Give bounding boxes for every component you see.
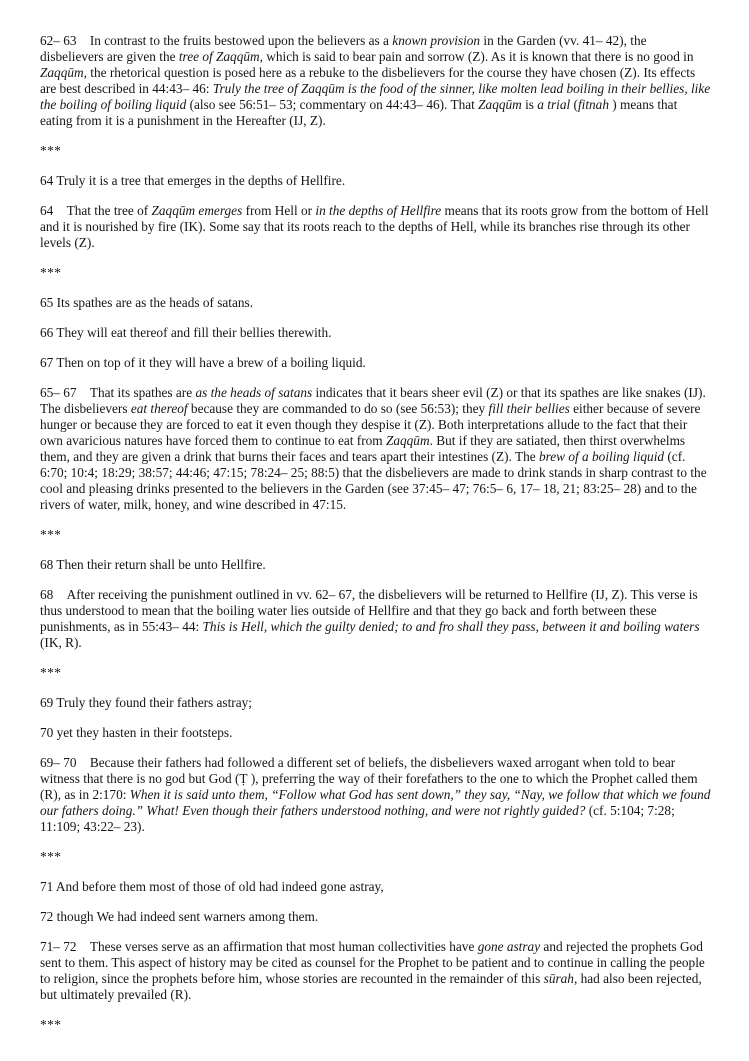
text-run: . But if they are satiated, then thirst overwhelms them, and they are given a drink that burns their faces and tears apart their intestines (Z). The (40, 433, 686, 464)
italic-text-run: gone astray (477, 939, 541, 954)
text-run: 71– 72 These verses serve as an affirmation that most human collectivities have (40, 939, 478, 954)
text-run: indicates that it bears sheer evil (Z) or that its spathes are like snakes (IJ). The disbelievers (40, 385, 706, 416)
text-run: 72 though We had indeed sent warners among them. (40, 909, 319, 924)
text-run: (also see 56:51– 53; commentary on 44:43– 46). That (186, 97, 479, 112)
text-run: 62– 63 In contrast to the fruits bestowed upon the believers as a (40, 33, 393, 48)
text-run: either because of severe hunger or because they are forced to eat it even though they despise it (Z). Both interpretations allude to the fact that their own avaricious natures have forced them to continue to eat from (40, 401, 701, 448)
text-run: 71 And before them most of those of old had indeed gone astray, (40, 879, 384, 894)
text-run: which is said to bear pain and sorrow (Z). As it is known that there is no good in (262, 49, 694, 64)
verse-line-67 (40, 355, 713, 371)
page-content (40, 33, 713, 1033)
section-separator: *** (40, 665, 62, 680)
italic-text-run: When it is said unto them, “Follow what God has sent down,” they say, “Nay, we follow that which we found our fathers doing.” What! Even though their fathers understood nothing, and were not rightly guided? (40, 787, 711, 818)
italic-text-run: brew of a boiling liquid (538, 449, 665, 464)
italic-text-run: Zaqqūm emerges (151, 203, 243, 218)
text-run: 68 After receiving the punishment outlined in vv. 62– 67, the disbelievers will be returned to Hellfire (IJ, Z). This verse is thus understood to mean that the boiling water lies outside of Hellfire and that they go back and forth between these punishments, as in 55:43– 44: (40, 587, 698, 634)
verse-line-68 (40, 557, 713, 573)
section-separator: *** (40, 527, 62, 542)
italic-text-run: fitnah (577, 97, 609, 112)
text-run: 70 yet they hasten in their footsteps. (40, 725, 233, 740)
commentary-paragraph-71-72 (40, 939, 713, 1003)
text-run: had also been rejected, but ultimately prevailed (R). (40, 971, 702, 1002)
text-run: 67 Then on top of it they will have a brew of a boiling liquid. (40, 355, 366, 370)
section-separator: *** (40, 849, 62, 864)
italic-text-run: known provision (392, 33, 481, 48)
italic-text-run: Zaqqūm, (40, 65, 87, 80)
text-run: 66 They will eat thereof and fill their bellies therewith. (40, 325, 332, 340)
text-run: means that its roots grow from the bottom of Hell and it is nourished by fire (IK). Some say that its roots reach to the depths of Hell, while its branches rise through its other levels (Z). (40, 203, 709, 250)
italic-text-run: fill their bellies (488, 401, 570, 416)
verse-line-69 (40, 695, 713, 711)
verse-line-64 (40, 173, 713, 189)
italic-text-run: Zaqqūm (385, 433, 430, 448)
italic-text-run: tree of Zaqqūm, (178, 49, 263, 64)
text-run: ( (570, 97, 578, 112)
text-run: (IK, R). (40, 635, 82, 650)
verse-line-71 (40, 879, 713, 895)
verse-line-65 (40, 295, 713, 311)
text-run: and rejected the prophets God sent to them. This aspect of history may be cited as counsel for the Prophet to be patient and to continue in calling the people to religion, since the prophets before him, whose stories are recounted in the remainder of this (40, 939, 705, 986)
text-run: ) means that eating from it is a punishment in the Hereafter (IJ, Z). (40, 97, 678, 128)
text-run: (cf. 5:104; 7:28; 11:109; 43:22– 23). (40, 803, 675, 834)
italic-text-run: in the depths of Hellfire (315, 203, 442, 218)
commentary-paragraph-65-67 (40, 385, 713, 513)
verse-line-70 (40, 725, 713, 741)
text-run: in the Garden (vv. 41– 42), the disbelievers are given the (40, 33, 647, 64)
commentary-paragraph-69-70 (40, 755, 713, 835)
text-run: because they are commanded to do so (see 56:53); they (187, 401, 489, 416)
text-run: 69 Truly they found their fathers astray; (40, 695, 252, 710)
italic-text-run: sūrah, (543, 971, 578, 986)
commentary-paragraph-64 (40, 203, 713, 251)
text-run: is (521, 97, 538, 112)
italic-text-run: as the heads of satans (195, 385, 313, 400)
text-run: from Hell or (242, 203, 316, 218)
italic-text-run: eat thereof (130, 401, 188, 416)
italic-text-run: Zaqqūm (478, 97, 522, 112)
text-run: 64 Truly it is a tree that emerges in the depths of Hellfire. (40, 173, 346, 188)
verse-line-66 (40, 325, 713, 341)
text-run: 68 Then their return shall be unto Hellfire. (40, 557, 266, 572)
text-run: the rhetorical question is posed here as a rebuke to the disbelievers for the course they have chosen (Z). Its effects are best described in 44:43– 46: (40, 65, 696, 96)
section-separator: *** (40, 1017, 62, 1032)
commentary-paragraph-62-63 (40, 33, 713, 129)
italic-text-run: a trial (537, 97, 571, 112)
text-run: 64 That the tree of (40, 203, 152, 218)
italic-text-run: Truly the tree of Zaqqūm is the food of the sinner, like molten lead boiling in their bellies, like the boiling of boiling liquid (40, 81, 711, 112)
verse-line-72 (40, 909, 713, 925)
commentary-paragraph-68 (40, 587, 713, 651)
section-separator: *** (40, 143, 62, 158)
text-run: 65– 67 That its spathes are (40, 385, 196, 400)
text-run: 65 Its spathes are as the heads of satans. (40, 295, 254, 310)
section-separator: *** (40, 265, 62, 280)
text-run: (cf. 6:70; 10:4; 18:29; 38:57; 44:46; 47:15; 78:24– 25; 88:5) that the disbelievers are made to drink stands in sharp contrast to the cool and pleasing drinks presented to the believers in the Garden (see 37:45– 47; 76:5– 6, 17– 18, 21; 83:25– 28) and to the rivers of water, milk, honey, and wine described in 47:15. (40, 449, 707, 512)
text-run: 69– 70 Because their fathers had followed a different set of beliefs, the disbelievers waxed arrogant when told to bear witness that there is no god but God (Ṭ ), preferring the way of their forefathers to the one to which the Prophet called them (R), as in 2:170: (40, 755, 698, 802)
italic-text-run: This is Hell, which the guilty denied; to and fro shall they pass, between it and boiling waters (202, 619, 700, 634)
